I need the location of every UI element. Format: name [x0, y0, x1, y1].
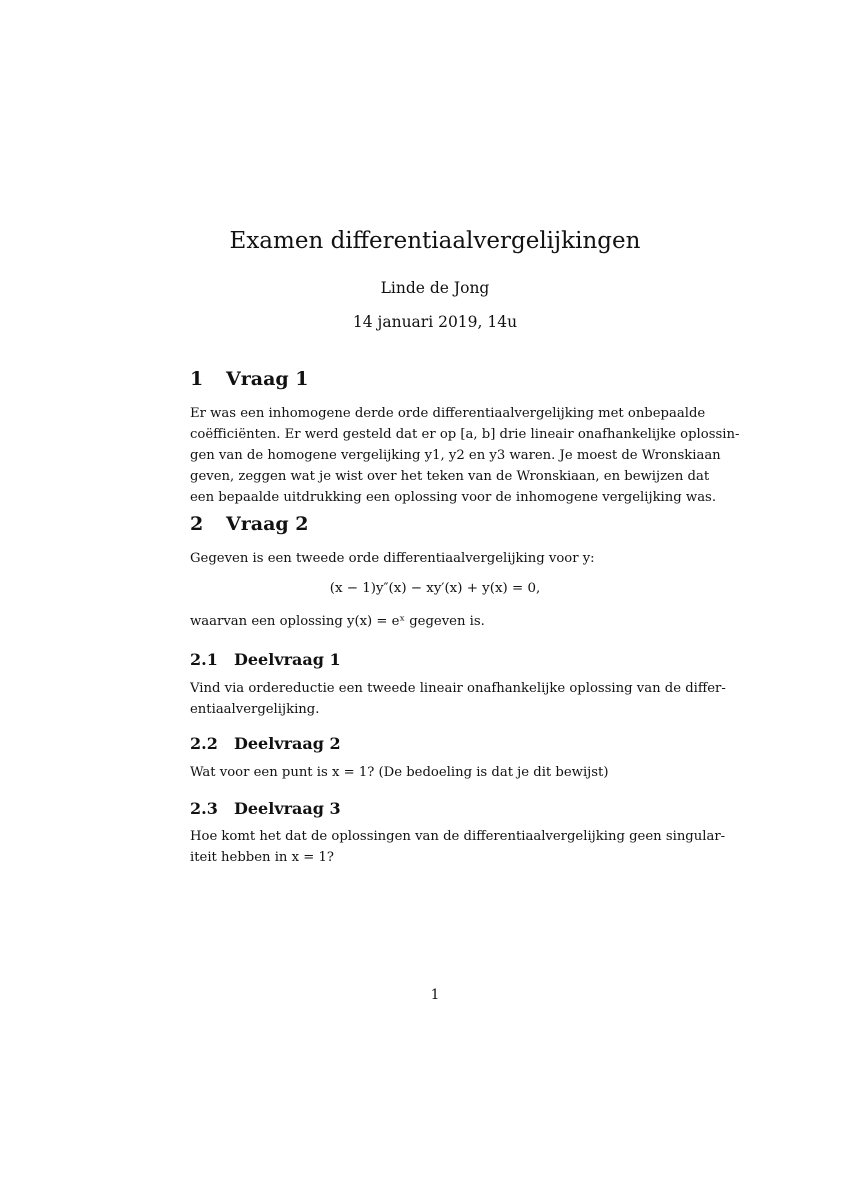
section-1-paragraph [190, 403, 740, 508]
subsection-2-1-paragraph [190, 678, 726, 720]
subsection-number: 2.1 [190, 650, 218, 669]
display-equation: (x − 1)y″(x) − xy′(x) + y(x) = 0, [329, 581, 541, 596]
paragraph-line: Hoe komt het dat de oplossingen van de differentiaalvergelijking geen singular- [190, 829, 726, 844]
subsection-number: 2.3 [190, 799, 218, 818]
page-number: 1 [430, 987, 440, 1003]
paragraph-line: waarvan een oplossing y(x) = eˣ gegeven is. [190, 614, 485, 629]
section-2-intro [190, 548, 680, 569]
paragraph-line: Gegeven is een tweede orde differentiaalvergelijking voor y: [190, 551, 595, 566]
paragraph-line: coëfficiënten. Er werd gesteld dat er op [a, b] drie lineair onafhankelijke oplossin- [190, 427, 740, 442]
paragraph-line: Er was een inhomogene derde orde differentiaalvergelijking met onbepaalde [190, 406, 706, 421]
subsection-heading-2-1 [190, 650, 341, 669]
section-number: 1 [190, 368, 204, 390]
subsection-2-2-paragraph [190, 762, 680, 783]
subsection-heading-2-2 [190, 734, 341, 753]
section-title: Vraag 2 [226, 513, 309, 535]
subsection-heading-2-3 [190, 799, 341, 818]
paragraph-line: gen van de homogene vergelijking y1, y2 en y3 waren. Je moest de Wronskiaan [190, 448, 721, 463]
paragraph-line: Wat voor een punt is x = 1? (De bedoeling is dat je dit bewijst) [190, 765, 609, 780]
document-date: 14 januari 2019, 14u [352, 313, 518, 331]
section-title: Vraag 1 [226, 368, 309, 390]
subsection-title: Deelvraag 3 [234, 799, 341, 818]
section-heading-2 [190, 513, 309, 535]
document-author: Linde de Jong [380, 279, 490, 297]
section-heading-1 [190, 368, 309, 390]
document-title: Examen differentiaalvergelijkingen [229, 228, 641, 254]
paragraph-line: entiaalvergelijking. [190, 702, 320, 717]
paragraph-line: geven, zeggen wat je wist over het teken van de Wronskiaan, en bewijzen dat [190, 469, 710, 484]
paragraph-line: iteit hebben in x = 1? [190, 850, 334, 865]
section-2-after [190, 611, 680, 632]
subsection-number: 2.2 [190, 734, 218, 753]
subsection-title: Deelvraag 1 [234, 650, 341, 669]
section-number: 2 [190, 513, 204, 535]
paragraph-line: een bepaalde uitdrukking een oplossing voor de inhomogene vergelijking was. [190, 490, 717, 505]
subsection-2-3-paragraph [190, 826, 726, 868]
subsection-title: Deelvraag 2 [234, 734, 341, 753]
paragraph-line: Vind via ordereductie een tweede lineair onafhankelijke oplossing van de differ- [190, 681, 726, 696]
